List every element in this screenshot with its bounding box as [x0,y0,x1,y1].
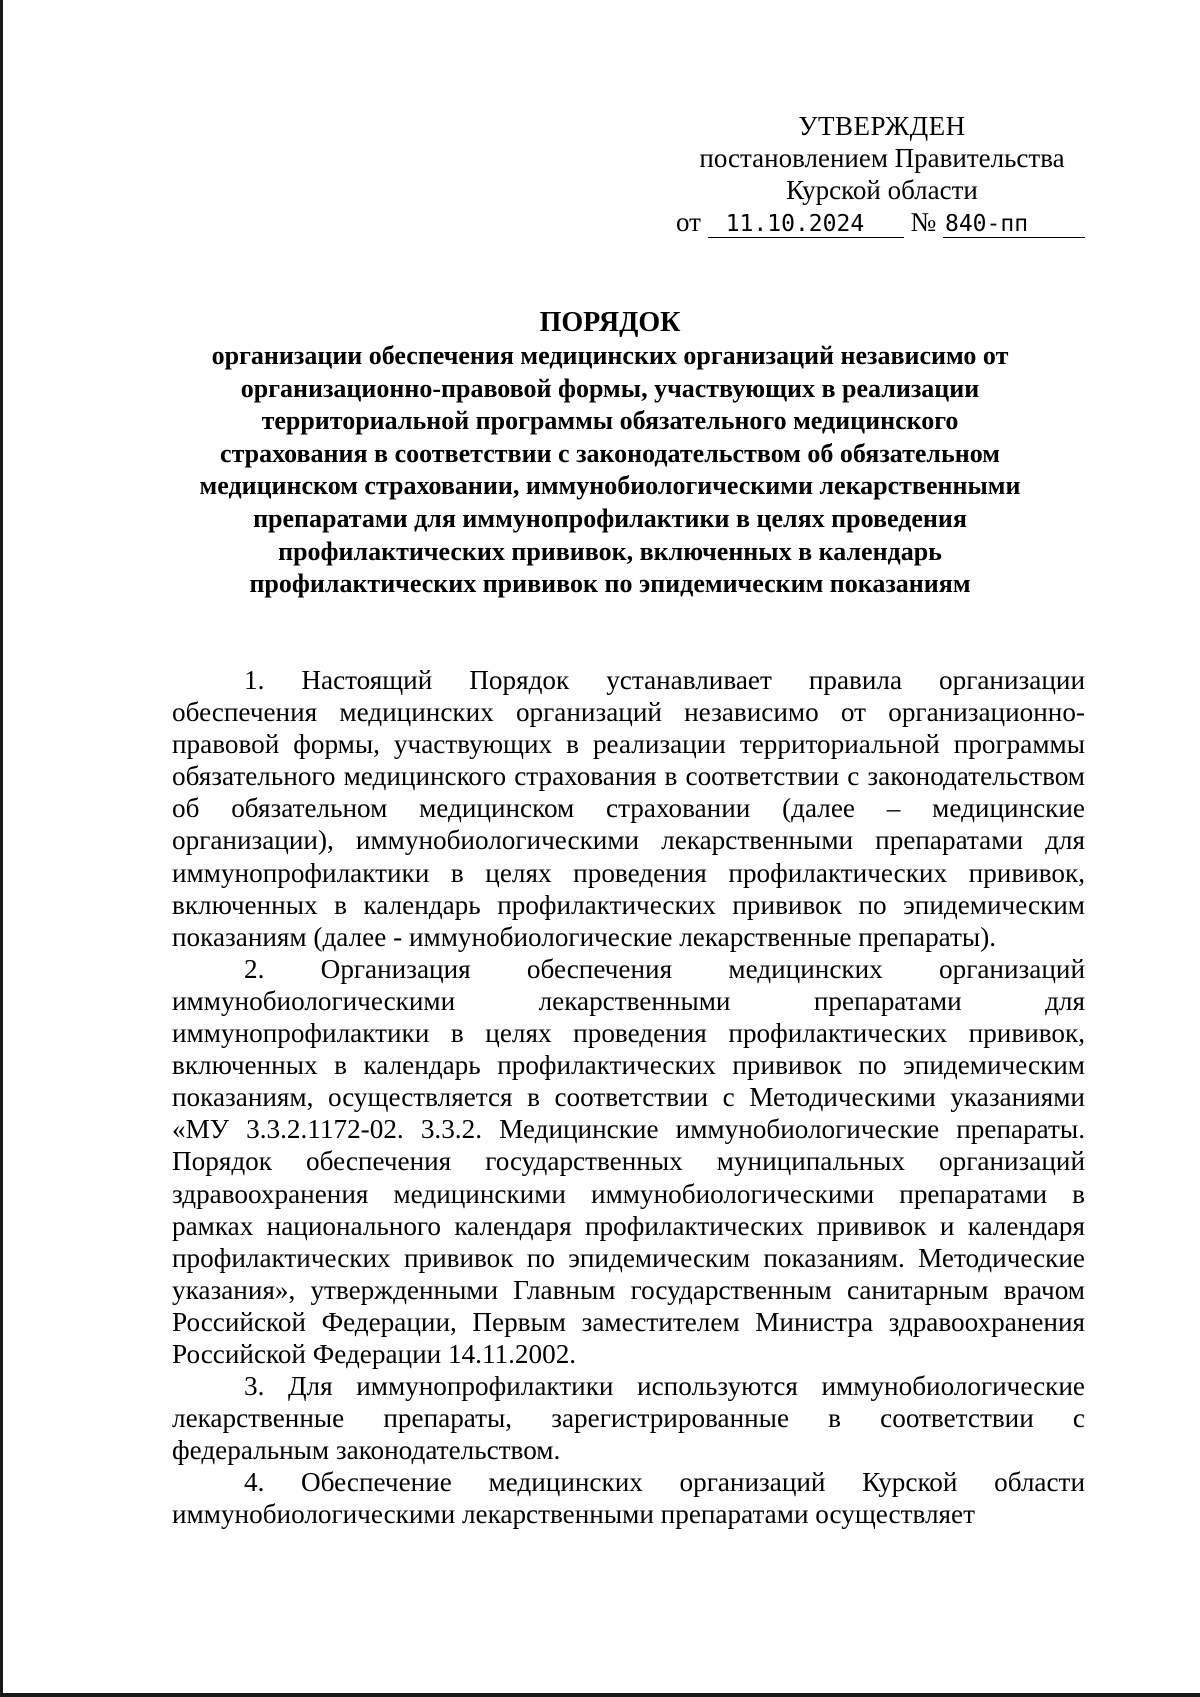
title-line: страхования в соответствии с законодательством об обязательном [220,438,1000,468]
scan-border-bottom [0,1693,1200,1697]
title-line: профилактических прививок по эпидемическим показаниям [249,569,971,599]
approval-date-line [676,206,1088,238]
title-line: медицинском страховании, иммунобиологическими лекарственными [199,471,1021,501]
title-line: территориальной программы обязательного медицинского [261,406,959,436]
paragraph-1: 1. Настоящий Порядок устанавливает правила организации обеспечения медицинских организаций независимо от организационно-правовой формы, участвующих в реализации территориальной программы обязательного медицинского страхования в соответствии с законодательством об обязательном медицинском страховании (далее – медицинские организации), иммунобиологическими лекарственными препаратами для иммунопрофилактики в целях проведения профилактических прививок, включенных в календарь профилактических прививок по эпидемическим показаниям (далее - иммунобиологические лекарственные препараты). [172,665,1085,952]
paragraph-4: 4. Обеспечение медицинских организаций Курской области иммунобиологическими лекарственными препаратами осуществляет [172,1467,1085,1530]
approval-by-line-1: постановлением Правительства [699,143,1065,173]
document-title [160,306,1060,601]
title-line: препаратами для иммунопрофилактики в целях проведения [253,503,967,533]
paragraph-2: 2. Организация обеспечения медицинских организаций иммунобиологическими лекарственными препаратами для иммунопрофилактики в целях проведения профилактических прививок, включенных в календарь профилактических прививок по эпидемическим показаниям, осуществляется в соответствии с Методическими указаниями «МУ 3.3.2.1172-02. 3.3.2. Медицинские иммунобиологические препараты. Порядок обеспечения государственных муниципальных организаций здравоохранения медицинскими иммунобиологическими препаратами в рамках национального календаря профилактических прививок и календаря профилактических прививок по эпидемическим показаниям. Методические указания», утвержденными Главным государственным санитарным врачом Российской Федерации, Первым заместителем Министра здравоохранения Российской Федерации 14.11.2002. [172,953,1085,1369]
scan-border-left [0,0,3,1697]
title-line: организационно-правовой формы, участвующих в реализации [240,373,980,403]
document-body [172,664,1085,1531]
approval-heading: УТВЕРЖДЕН [798,111,966,141]
date-prefix: от [676,207,701,237]
title-heading: ПОРЯДОК [539,307,681,338]
approval-date: 11.10.2024 [708,211,904,238]
title-line: организации обеспечения медицинских организаций независимо от [211,341,1009,370]
approval-stamp [676,110,1088,238]
approval-number: 840-пп [943,211,1085,238]
title-line: профилактических прививок, включенных в календарь [278,536,942,566]
approval-by-line-2: Курской области [786,175,978,205]
paragraph-3: 3. Для иммунопрофилактики используются иммунобиологические лекарственные препараты, зарегистрированные в соответствии с федеральным законодательством. [172,1371,1085,1466]
number-prefix: № [910,207,937,237]
